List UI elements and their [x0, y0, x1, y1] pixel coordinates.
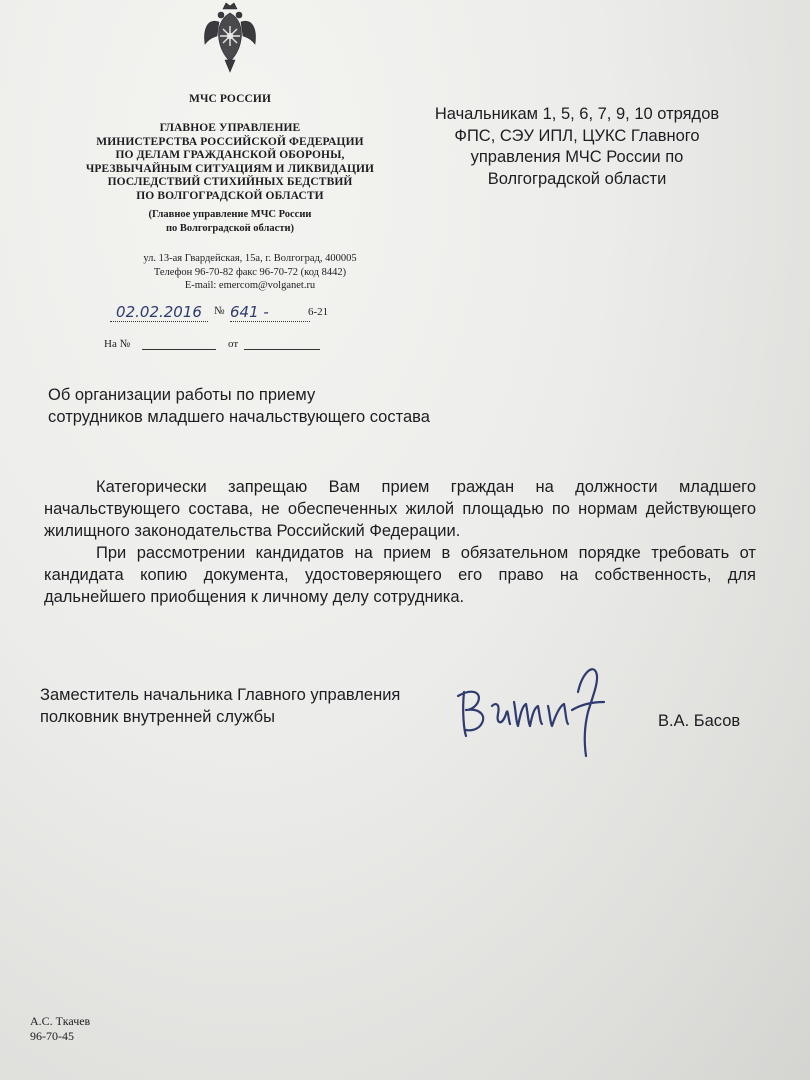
on-ref-blank [142, 338, 216, 350]
phone-fax: Телефон 96-70-82 факс 96-70-72 (код 8442) [153, 266, 347, 278]
number-sign: № [214, 305, 225, 317]
agency-line: ПО ВОЛГОГРАДСКОЙ ОБЛАСТИ [136, 189, 324, 202]
body-paragraph: При рассмотрении кандидатов на прием в обязательном порядке требовать от кандидата копию документа, удостоверяющего его право на собственность, для дальнейшего приобщения к личному делу сотрудника. [44, 544, 756, 606]
agency-full-name [60, 122, 400, 203]
signatory-name: В.А. Басов [658, 712, 741, 730]
reference-line [104, 338, 344, 356]
executor-block [30, 1014, 90, 1044]
agency-sub-line: (Главное управление МЧС России [148, 209, 312, 220]
agency-line: ЧРЕЗВЫЧАЙНЫМ СИТУАЦИЯМ И ЛИКВИДАЦИИ [85, 162, 375, 175]
executor-name: А.С. Ткачев [30, 1014, 91, 1028]
addressee-line: Волгоградской области [487, 169, 667, 188]
agency-short-form [60, 208, 400, 235]
agency-line: ГЛАВНОЕ УПРАВЛЕНИЕ [159, 122, 301, 134]
addressee-block [412, 104, 742, 190]
body-paragraph: Категорически запрещаю Вам прием граждан на должности младшего начальствующего состава, не обеспеченных жилой площадью по нормам действующего жилищного законодательства Российский Федерации. [44, 478, 756, 540]
from-label: от [228, 338, 239, 350]
subject-line: Об организации работы по приему [48, 386, 316, 404]
letter-subject [48, 384, 498, 428]
registration-number: 641 - [230, 303, 310, 322]
agency-short-name: МЧС РОССИИ [188, 93, 272, 105]
agency-line: ПО ДЕЛАМ ГРАЖДАНСКОЙ ОБОРОНЫ, [115, 149, 345, 161]
from-blank [244, 338, 320, 350]
registration-date: 02.02.2016 [110, 303, 208, 322]
signatory-title [40, 684, 450, 728]
addressee-line: Начальникам 1, 5, 6, 7, 9, 10 отрядов [434, 105, 720, 123]
on-ref-label: На № [104, 338, 131, 350]
handwritten-signature [452, 652, 612, 764]
signatory-title-line: полковник внутренней службы [40, 708, 275, 726]
contacts-block [100, 252, 400, 293]
addressee-line: ФПС, СЭУ ИПЛ, ЦУКС Главного [454, 126, 700, 145]
executor-phone: 96-70-45 [30, 1029, 74, 1043]
agency-sub-line: по Волгоградской области) [165, 222, 295, 234]
address: ул. 13-ая Гвардейская, 15а, г. Волгоград, 400005 [143, 253, 357, 264]
addressee-line: управления МЧС России по [470, 148, 684, 166]
subject-line: сотрудников младшего начальствующего состава [48, 408, 430, 426]
mchs-emblem-icon [199, 0, 261, 82]
registration-suffix: 6-21 [308, 306, 329, 318]
letter-body [44, 476, 756, 608]
registration-line [110, 303, 370, 325]
signatory-title-line: Заместитель начальника Главного управления [40, 686, 401, 704]
agency-line: МИНИСТЕРСТВА РОССИЙСКОЙ ФЕДЕРАЦИИ [96, 135, 364, 148]
agency-line: ПОСЛЕДСТВИЙ СТИХИЙНЫХ БЕДСТВИЙ [107, 176, 353, 188]
email: E-mail: emercom@volganet.ru [184, 280, 316, 291]
